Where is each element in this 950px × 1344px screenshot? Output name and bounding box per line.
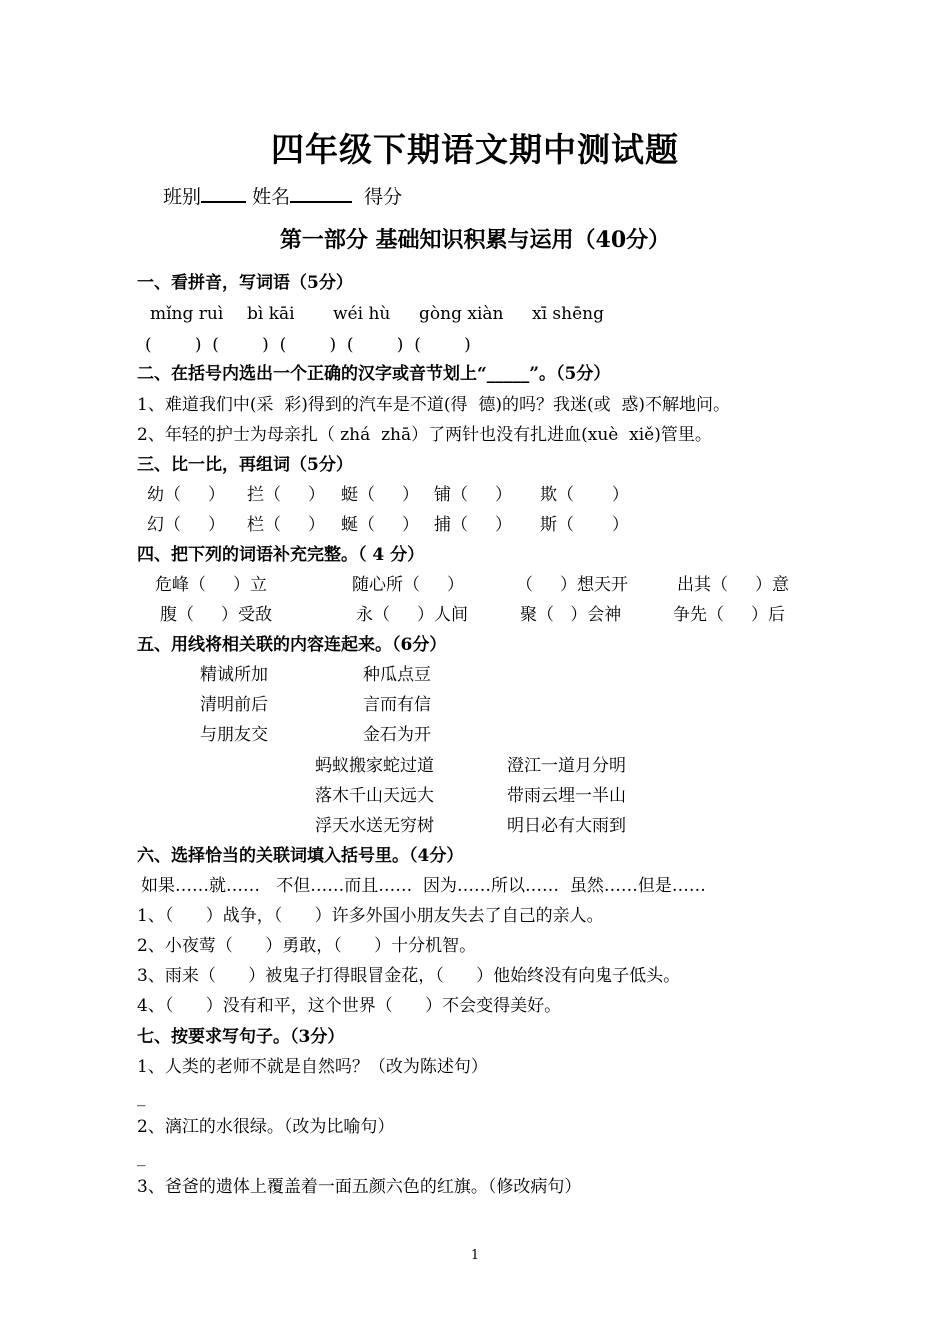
student-info-line: [163, 183, 402, 210]
fill-question: 4、（ ）没有和平，这个世界（ ）不会变得美好。: [137, 996, 562, 1016]
idiom-item: 出其（ ）意: [677, 575, 790, 595]
section-3-heading: 三、比一比，再组词（5分）: [137, 455, 353, 475]
idiom-item: 争先（ ）后: [673, 605, 786, 625]
match-left-item[interactable]: 浮天水送无穷树: [315, 816, 434, 836]
compare-item: 欺（ ）: [540, 485, 629, 505]
fill-question: 1、（ ）战争，（ ）许多外国小朋友失去了自己的亲人。: [137, 906, 604, 926]
section-5-heading: 五、用线将相关联的内容连起来。（6分）: [137, 635, 447, 655]
compare-item: 拦（ ）: [247, 485, 326, 505]
rewrite-question: 1、人类的老师不就是自然吗？（改为陈述句）: [137, 1057, 488, 1077]
idiom-item: 随心所（ ）: [352, 575, 465, 595]
compare-item: 铺（ ）: [434, 485, 513, 505]
compare-item: 蜒（ ）: [341, 515, 420, 535]
pinyin-item: gòng xiàn: [419, 304, 504, 324]
match-left-item[interactable]: 蚂蚁搬家蛇过道: [315, 756, 434, 776]
idiom-item: 永（ ）人间: [356, 605, 469, 625]
answer-line[interactable]: _: [137, 1147, 146, 1167]
compare-item: 幻（ ）: [147, 515, 226, 535]
match-left-item[interactable]: 与朋友交: [200, 725, 268, 745]
match-right-item[interactable]: 言而有信: [363, 695, 431, 715]
pinyin-item: bì kāi: [247, 304, 295, 324]
compare-item: 幼（ ）: [147, 485, 226, 505]
name-blank[interactable]: [290, 183, 352, 203]
section-7-heading: 七、按要求写句子。（3分）: [137, 1027, 345, 1047]
score-label: 得分: [364, 186, 403, 208]
match-right-item[interactable]: 种瓜点豆: [363, 665, 431, 685]
match-right-item[interactable]: 金石为开: [363, 725, 431, 745]
match-left-item[interactable]: 清明前后: [200, 695, 268, 715]
page-title: 四年级下期语文期中测试题: [271, 130, 679, 169]
compare-item: 蜓（ ）: [341, 485, 420, 505]
answer-brackets[interactable]: ( ) ( ) ( ) ( ) ( ): [145, 335, 471, 355]
match-left-item[interactable]: 落木千山天远大: [315, 786, 434, 806]
match-right-item[interactable]: 明日必有大雨到: [507, 816, 626, 836]
compare-item: 栏（ ）: [247, 515, 326, 535]
section-2-heading: 二、在括号内选出一个正确的汉字或音节划上“_____”。（5分）: [137, 364, 611, 384]
conjunction-options: 如果……就…… 不但……而且…… 因为……所以…… 虽然……但是……: [141, 876, 706, 896]
match-left-item[interactable]: 精诚所加: [200, 665, 268, 685]
pinyin-item: wéi hù: [333, 304, 391, 324]
idiom-item: 危峰（ ）立: [155, 575, 268, 595]
idiom-item: 聚（ ）会神: [520, 605, 622, 625]
class-blank[interactable]: [201, 183, 246, 203]
rewrite-question: 3、爸爸的遗体上覆盖着一面五颜六色的红旗。（修改病句）: [137, 1177, 582, 1197]
idiom-item: 腹（ ）受敌: [160, 605, 273, 625]
match-right-item[interactable]: 带雨云埋一半山: [507, 786, 626, 806]
compare-item: 捕（ ）: [434, 515, 513, 535]
question-line: 2、年轻的护士为母亲扎（ zhá zhā）了两针也没有扎进血(xuè xiě)管里。: [137, 425, 712, 445]
section-6-heading: 六、选择恰当的关联词填入括号里。（4分）: [137, 846, 464, 866]
rewrite-question: 2、漓江的水很绿。（改为比喻句）: [137, 1117, 395, 1137]
name-label: 姓名: [252, 186, 291, 208]
question-line: 1、难道我们中(采 彩)得到的汽车是不道(得 德)的吗？我迷(或 惑)不解地问。: [137, 395, 731, 415]
match-right-item[interactable]: 澄江一道月分明: [507, 756, 626, 776]
fill-question: 3、雨来（ ）被鬼子打得眼冒金花，（ ）他始终没有向鬼子低头。: [137, 966, 681, 986]
class-label: 班别: [163, 186, 202, 208]
page-number: 1: [470, 1248, 480, 1263]
part-one-heading: 第一部分 基础知识积累与运用（40分）: [279, 227, 671, 253]
section-1-heading: 一、看拼音，写词语（5分）: [137, 273, 353, 293]
idiom-item: （ ）想天开: [516, 575, 629, 595]
pinyin-item: mǐng ruì: [150, 304, 224, 324]
section-4-heading: 四、把下列的词语补充完整。（ 4 分）: [137, 545, 425, 565]
answer-line[interactable]: _: [137, 1087, 146, 1107]
pinyin-item: xī shēng: [532, 304, 604, 324]
compare-item: 斯（ ）: [540, 515, 629, 535]
fill-question: 2、小夜莺（ ）勇敢，（ ）十分机智。: [137, 936, 477, 956]
